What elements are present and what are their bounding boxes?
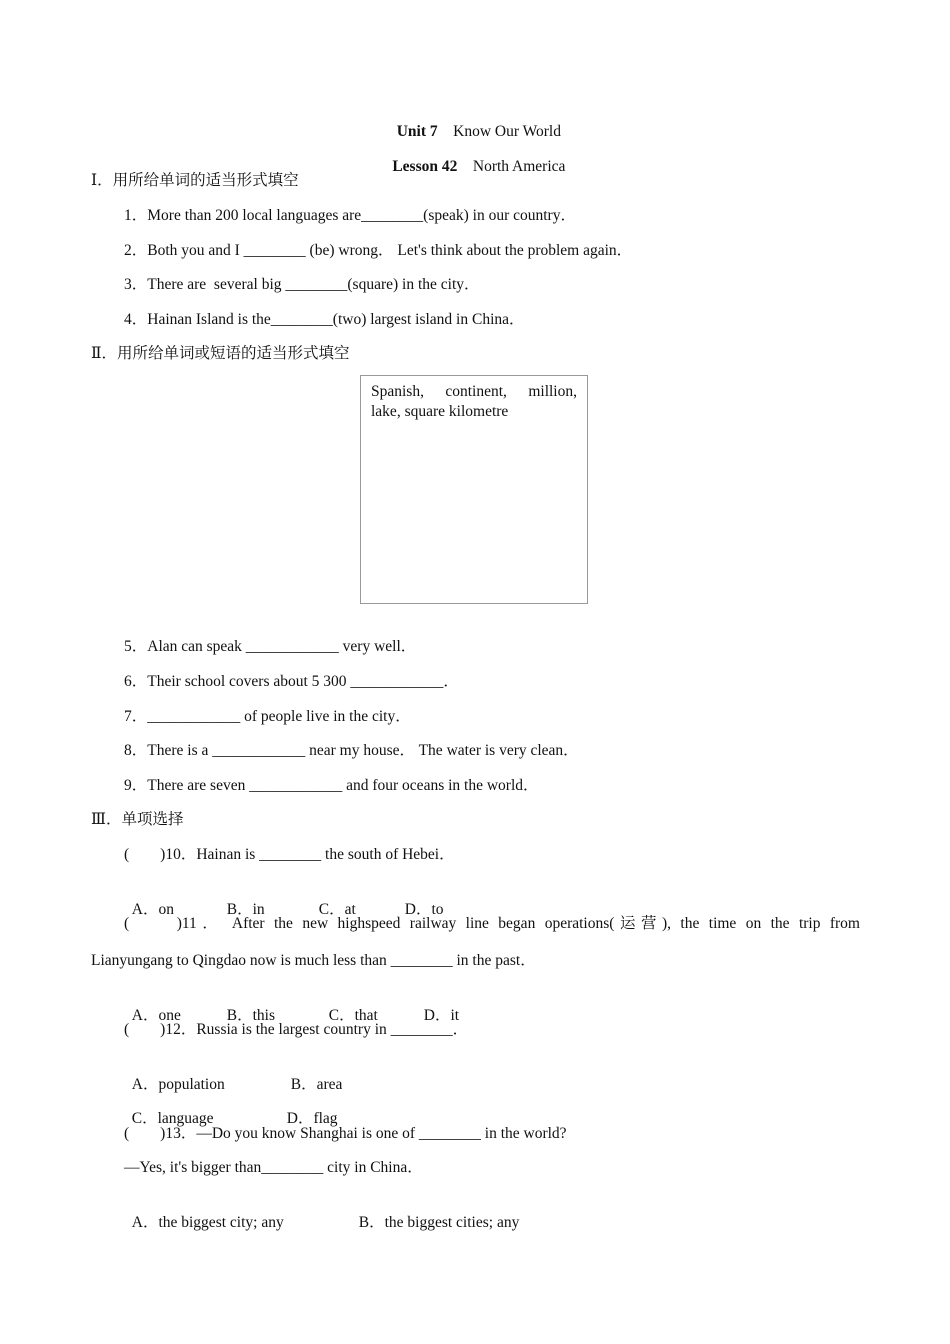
question-11-line-1: ( )11． After the new highspeed railway line began operations(运营), the time on the trip from	[124, 915, 860, 932]
question-11-line-2: Lianyungang to Qingdao now is much less than ________ in the past．	[91, 952, 536, 969]
q11-option-b: B．this	[226, 1007, 275, 1024]
section-2-heading: Ⅱ．用所给单词或短语的适当形式填空	[91, 345, 350, 362]
question-13: ( )13．—Do you know Shanghai is one of ________ in the world?	[124, 1125, 567, 1142]
word-box	[360, 375, 588, 604]
unit-title: Know Our World	[453, 123, 561, 140]
word-box-line-1: Spanish, continent, million,	[371, 383, 577, 400]
q10-option-c: C．at	[318, 901, 356, 918]
question-8: 8．There is a ____________ near my house． The water is very clean．	[124, 742, 579, 759]
q10-option-a: A．on	[131, 901, 174, 918]
question-7: 7．____________ of people live in the city．	[124, 708, 411, 725]
q10-option-b: B．in	[226, 901, 265, 918]
q11-option-a: A．one	[131, 1007, 181, 1024]
question-10: ( )10．Hainan is ________ the south of Hebei．	[124, 846, 455, 863]
question-13-options	[124, 1193, 519, 1233]
question-1: 1．More than 200 local languages are________(speak) in our country．	[124, 207, 576, 224]
question-12: ( )12．Russia is the largest country in ________．	[124, 1021, 469, 1038]
section-3-heading: Ⅲ．单项选择	[91, 811, 184, 828]
section-1-heading: Ⅰ．用所给单词的适当形式填空	[91, 172, 299, 189]
q13-option-a: A．the biggest city; any	[131, 1214, 284, 1231]
unit-label: Unit 7	[396, 123, 438, 140]
lesson-title: North America	[472, 158, 566, 175]
q13-option-b: B．the biggest cities; any	[358, 1214, 520, 1231]
unit-title-line	[0, 102, 950, 142]
question-12-options-row-2	[124, 1089, 338, 1129]
q12-option-c: C．language	[131, 1110, 214, 1127]
q12-option-a: A．population	[131, 1076, 225, 1093]
q11-option-d: D．it	[423, 1007, 460, 1024]
question-2: 2．Both you and I ________ (be) wrong． Let's think about the problem again．	[124, 242, 633, 259]
q12-option-b: B．area	[290, 1076, 343, 1093]
question-3: 3．There are several big ________(square) in the city．	[124, 276, 480, 293]
question-13-reply: —Yes, it's bigger than________ city in China．	[124, 1159, 423, 1176]
q11-option-c: C．that	[328, 1007, 378, 1024]
question-5: 5．Alan can speak ____________ very well．	[124, 638, 417, 655]
q12-option-d: D．flag	[286, 1110, 338, 1127]
question-4: 4．Hainan Island is the________(two) largest island in China．	[124, 311, 525, 328]
q10-option-d: D．to	[404, 901, 444, 918]
word-box-line-2: lake, square kilometre	[371, 403, 509, 420]
lesson-label: Lesson 42	[392, 158, 458, 175]
question-6: 6．Their school covers about 5 300 ____________．	[124, 673, 459, 690]
question-9: 9．There are seven ____________ and four oceans in the world．	[124, 777, 539, 794]
